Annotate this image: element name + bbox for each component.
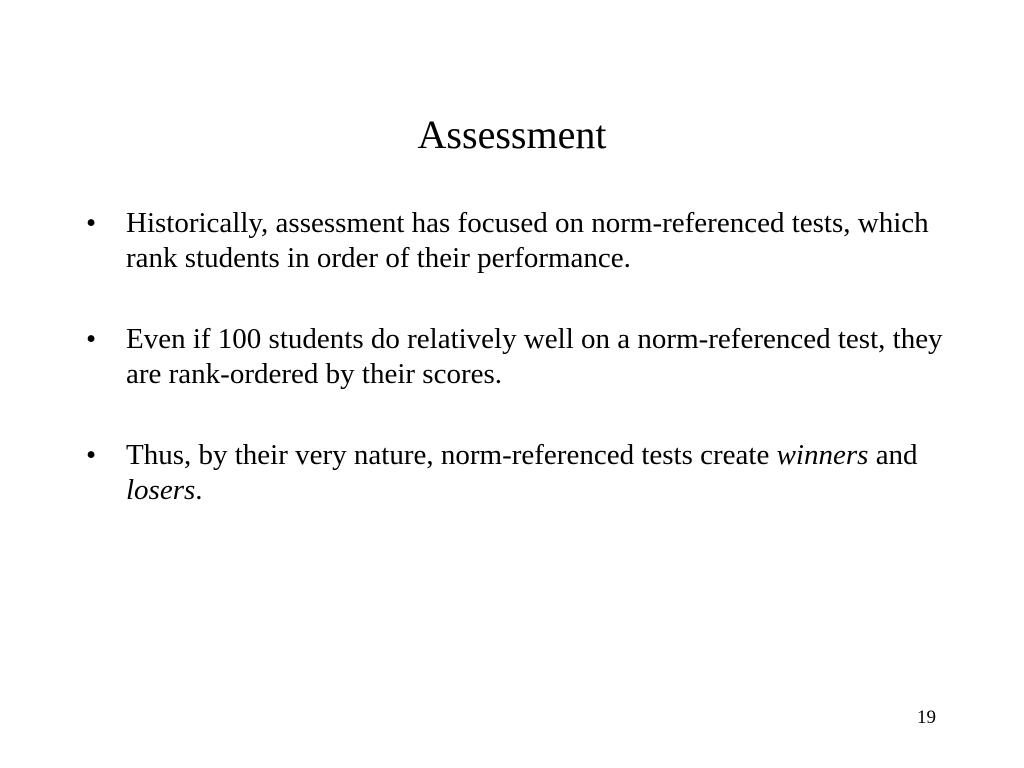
bullet-text-end: . <box>195 474 203 506</box>
bullet-text-middle: and <box>868 439 918 471</box>
bullet-text <box>126 439 918 506</box>
slide-number: 19 <box>917 707 936 728</box>
emphasis-winners: winners <box>776 439 869 471</box>
bullet-text: Even if 100 students do relatively well on a norm-referenced test, they are rank-ordered by their scores. <box>126 323 943 390</box>
bullet-item <box>86 438 946 508</box>
bullet-item <box>86 206 946 276</box>
bullet-text: Historically, assessment has focused on norm-referenced tests, which rank students in order of their performance. <box>126 207 929 274</box>
emphasis-losers: losers <box>126 474 196 506</box>
bullet-text-start: Thus, by their very nature, norm-referenced tests create <box>126 439 777 471</box>
bullet-list <box>86 206 946 554</box>
bullet-marker: • <box>86 323 97 355</box>
bullet-marker: • <box>86 207 97 239</box>
bullet-marker: • <box>86 439 97 471</box>
bullet-item <box>86 322 946 392</box>
slide-title: Assessment <box>417 112 607 157</box>
